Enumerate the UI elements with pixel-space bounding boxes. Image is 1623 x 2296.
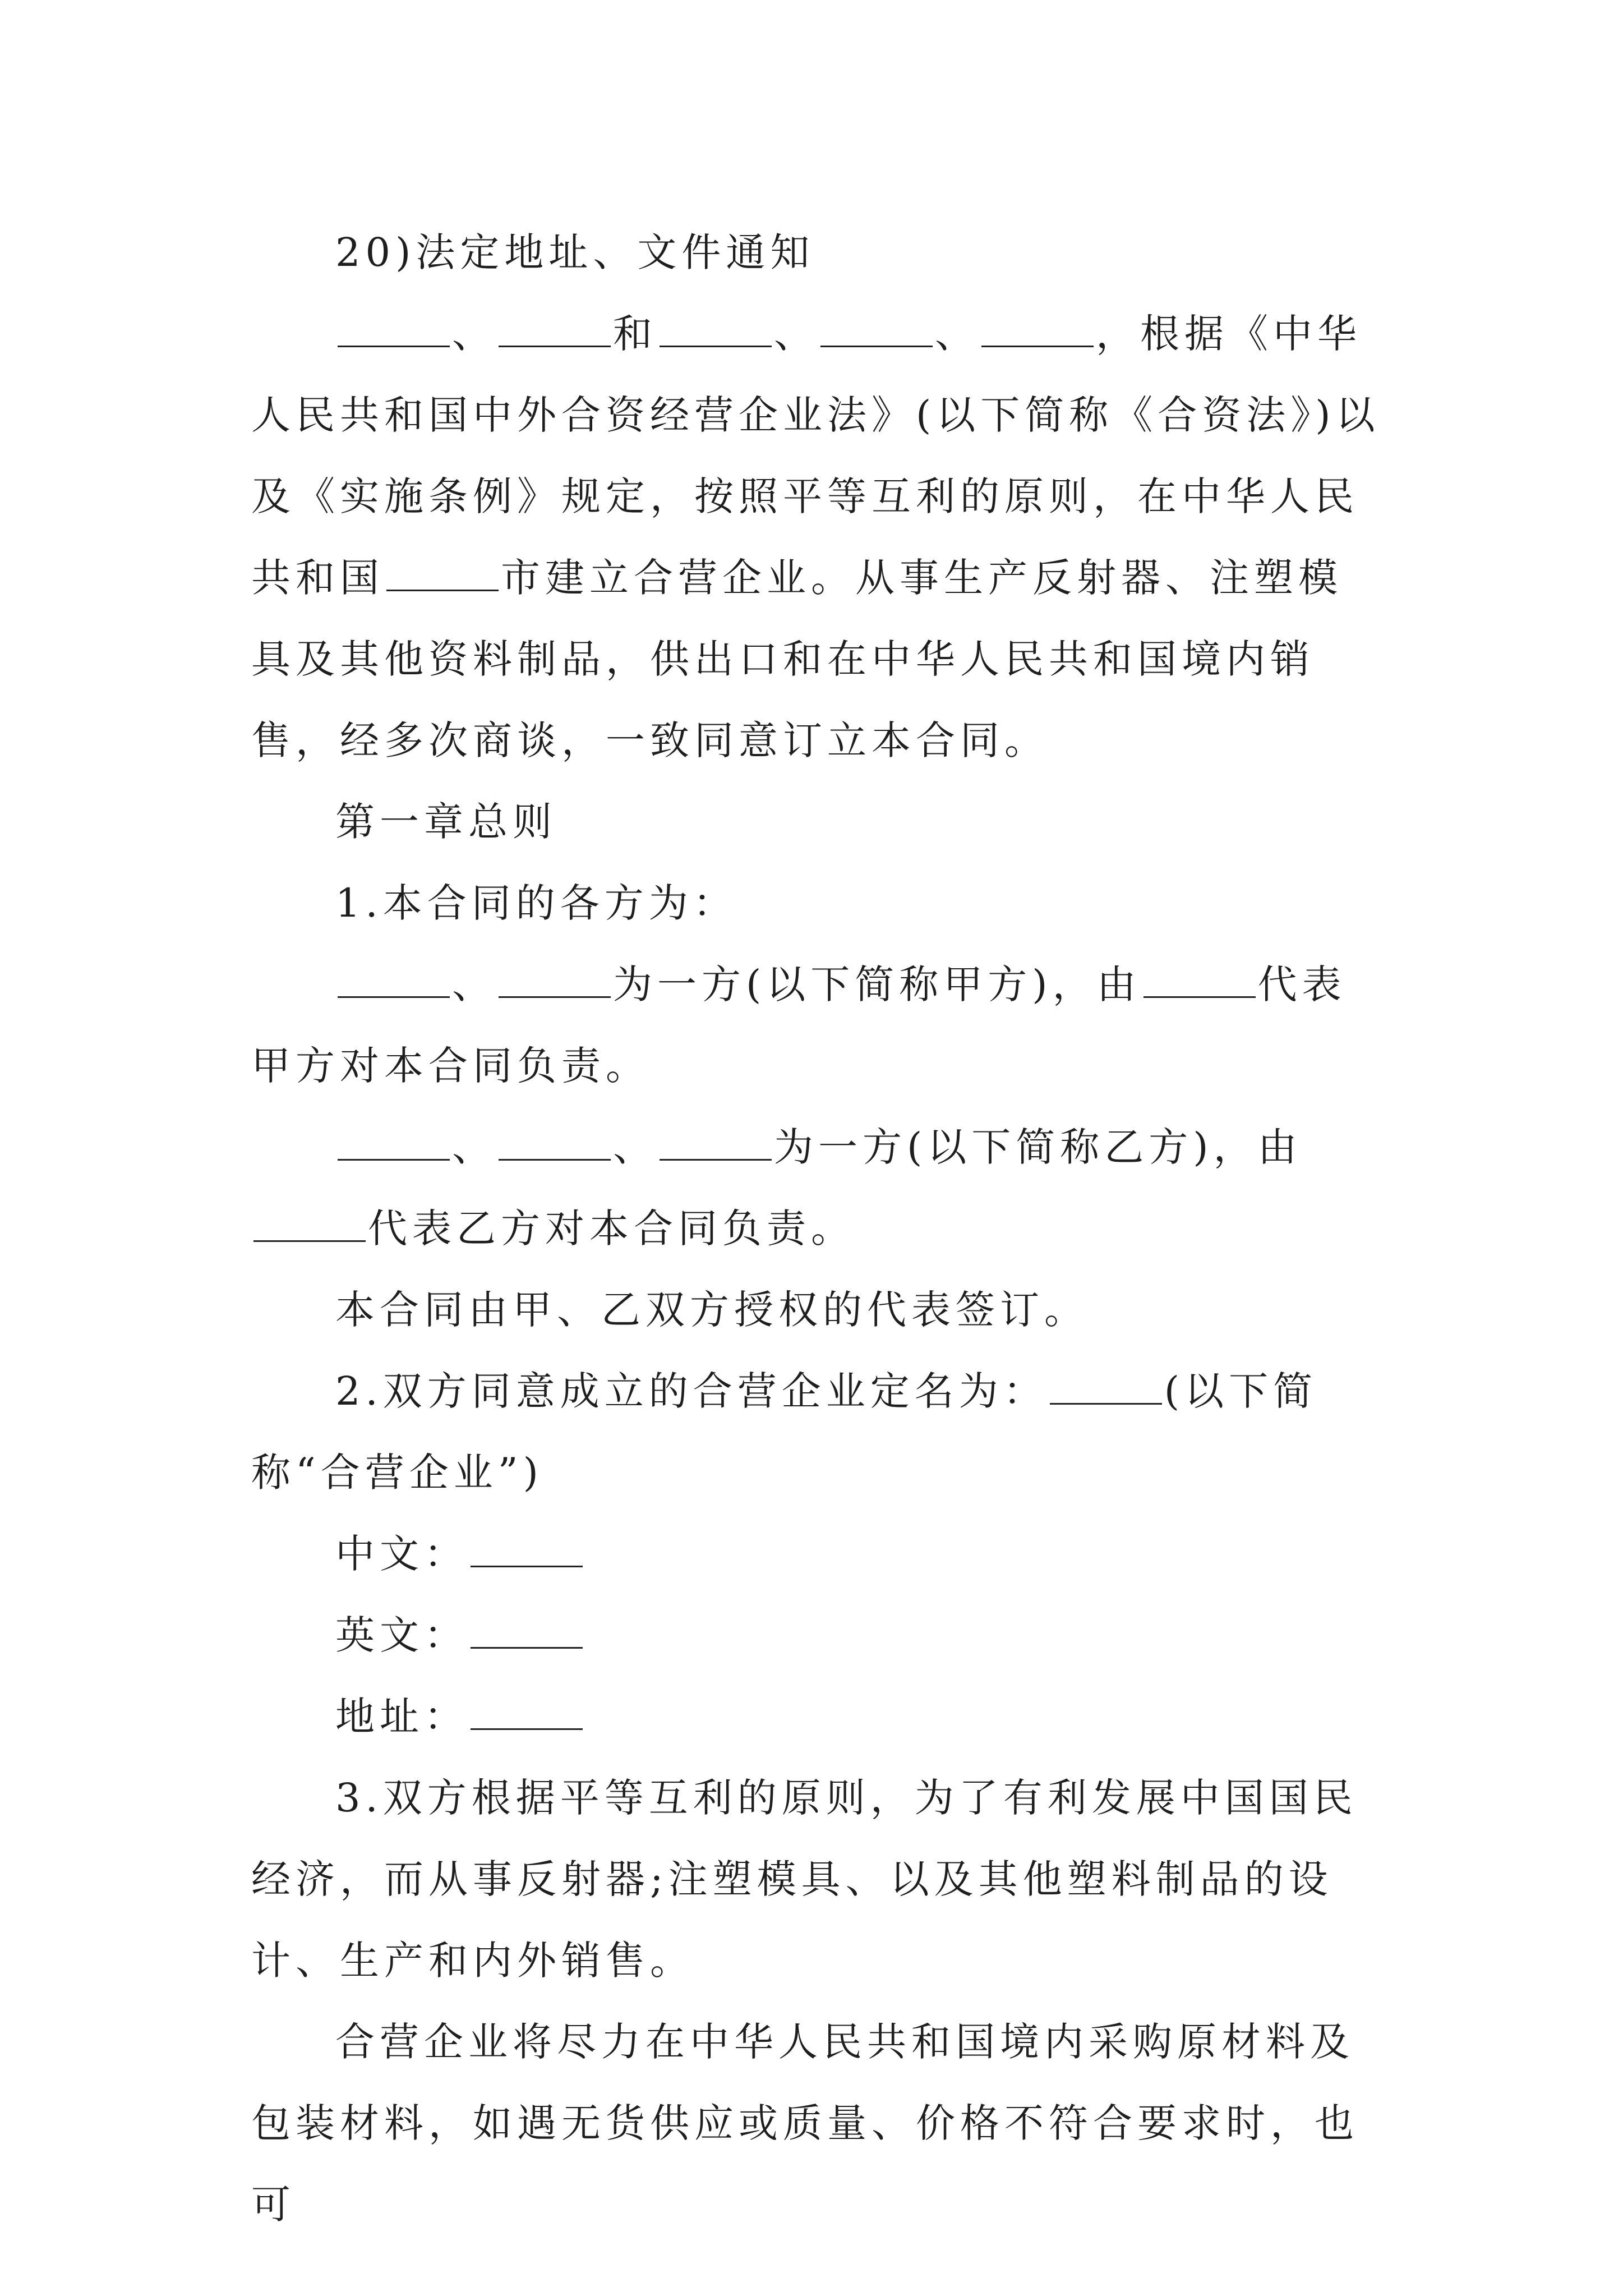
paragraph-legal-address	[251, 212, 1382, 293]
text-segment: 3.双方根据平等互利的原则，为了有利发展中国国民经济，而从事反射器;注塑模具、以及其他塑料制品的设计、生产和内外销售。	[251, 1775, 1358, 1984]
blank-field	[499, 306, 611, 347]
text-segment: 第一章总则	[335, 799, 557, 845]
text-segment: 、	[452, 961, 496, 1007]
text-segment: 中文：	[335, 1531, 468, 1577]
text-segment: 、	[613, 1124, 657, 1170]
blank-field	[499, 1120, 611, 1161]
blank-field	[981, 306, 1094, 347]
text-segment: 代表乙方对本合同负责。	[368, 1205, 855, 1251]
blank-field	[471, 1526, 583, 1567]
text-segment: 20)法定地址、文件通知	[335, 229, 815, 275]
text-segment: 2.双方同意成立的合营企业定名为：	[335, 1368, 1048, 1414]
blank-field	[471, 1608, 583, 1649]
paragraph-signing	[251, 1269, 1382, 1351]
blank-field	[253, 1201, 366, 1242]
text-segment: 为一方(以下简称甲方)，由	[613, 961, 1141, 1007]
blank-field	[660, 306, 772, 347]
clause-1-title	[251, 863, 1382, 944]
paragraph-party-b	[251, 1107, 1382, 1269]
text-segment: 合营企业将尽力在中华人民共和国境内采购原材料及包装材料，如遇无货供应或质量、价格不符合要求时，也可	[251, 2019, 1359, 2228]
blank-field	[1144, 957, 1256, 998]
paragraph-procurement	[251, 2001, 1382, 2246]
text-segment: (以下简称“合营企业”)	[251, 1368, 1318, 1496]
text-segment: 、	[452, 311, 496, 357]
text-segment: 、	[935, 311, 979, 357]
text-segment: 1.本合同的各方为：	[335, 880, 737, 926]
blank-field	[338, 1120, 450, 1161]
text-segment: 市建立合营企业。从事生产反射器、注塑模具及其他资料制品，供出口和在中华人民共和国境内销售，经多次商谈，一致同意订立本合同。	[251, 555, 1343, 763]
text-segment: 本合同由甲、乙双方授权的代表签订。	[335, 1287, 1089, 1333]
text-segment: ，根据《中华人民共和国中外合资经营企业法》(以下简称《合资法》)以及《实施条例》规定，按照平等互利的原则，在中华人民共和国	[251, 311, 1380, 601]
blank-field	[338, 306, 450, 347]
field-chinese-name	[251, 1513, 1382, 1595]
text-segment: 和	[613, 311, 657, 357]
chapter-heading	[251, 781, 1382, 863]
text-segment: 英文：	[335, 1612, 468, 1658]
text-segment: 、	[452, 1124, 496, 1170]
paragraph-party-a	[251, 944, 1382, 1107]
field-address	[251, 1676, 1382, 1757]
clause-3	[251, 1757, 1382, 2001]
text-segment: 代表甲方对本合同负责。	[251, 961, 1347, 1089]
blank-field	[660, 1120, 772, 1161]
blank-field	[338, 957, 450, 998]
text-segment: 、	[774, 311, 818, 357]
blank-field	[471, 1689, 583, 1730]
blank-field	[820, 306, 933, 347]
blank-field	[1050, 1364, 1162, 1405]
clause-2	[251, 1351, 1382, 1513]
paragraph-preamble	[251, 293, 1382, 781]
text-segment: 为一方(以下简称乙方)，由	[774, 1124, 1302, 1170]
field-english-name	[251, 1595, 1382, 1676]
blank-field	[499, 957, 611, 998]
blank-field	[386, 550, 499, 591]
text-segment: 地址：	[335, 1694, 468, 1740]
